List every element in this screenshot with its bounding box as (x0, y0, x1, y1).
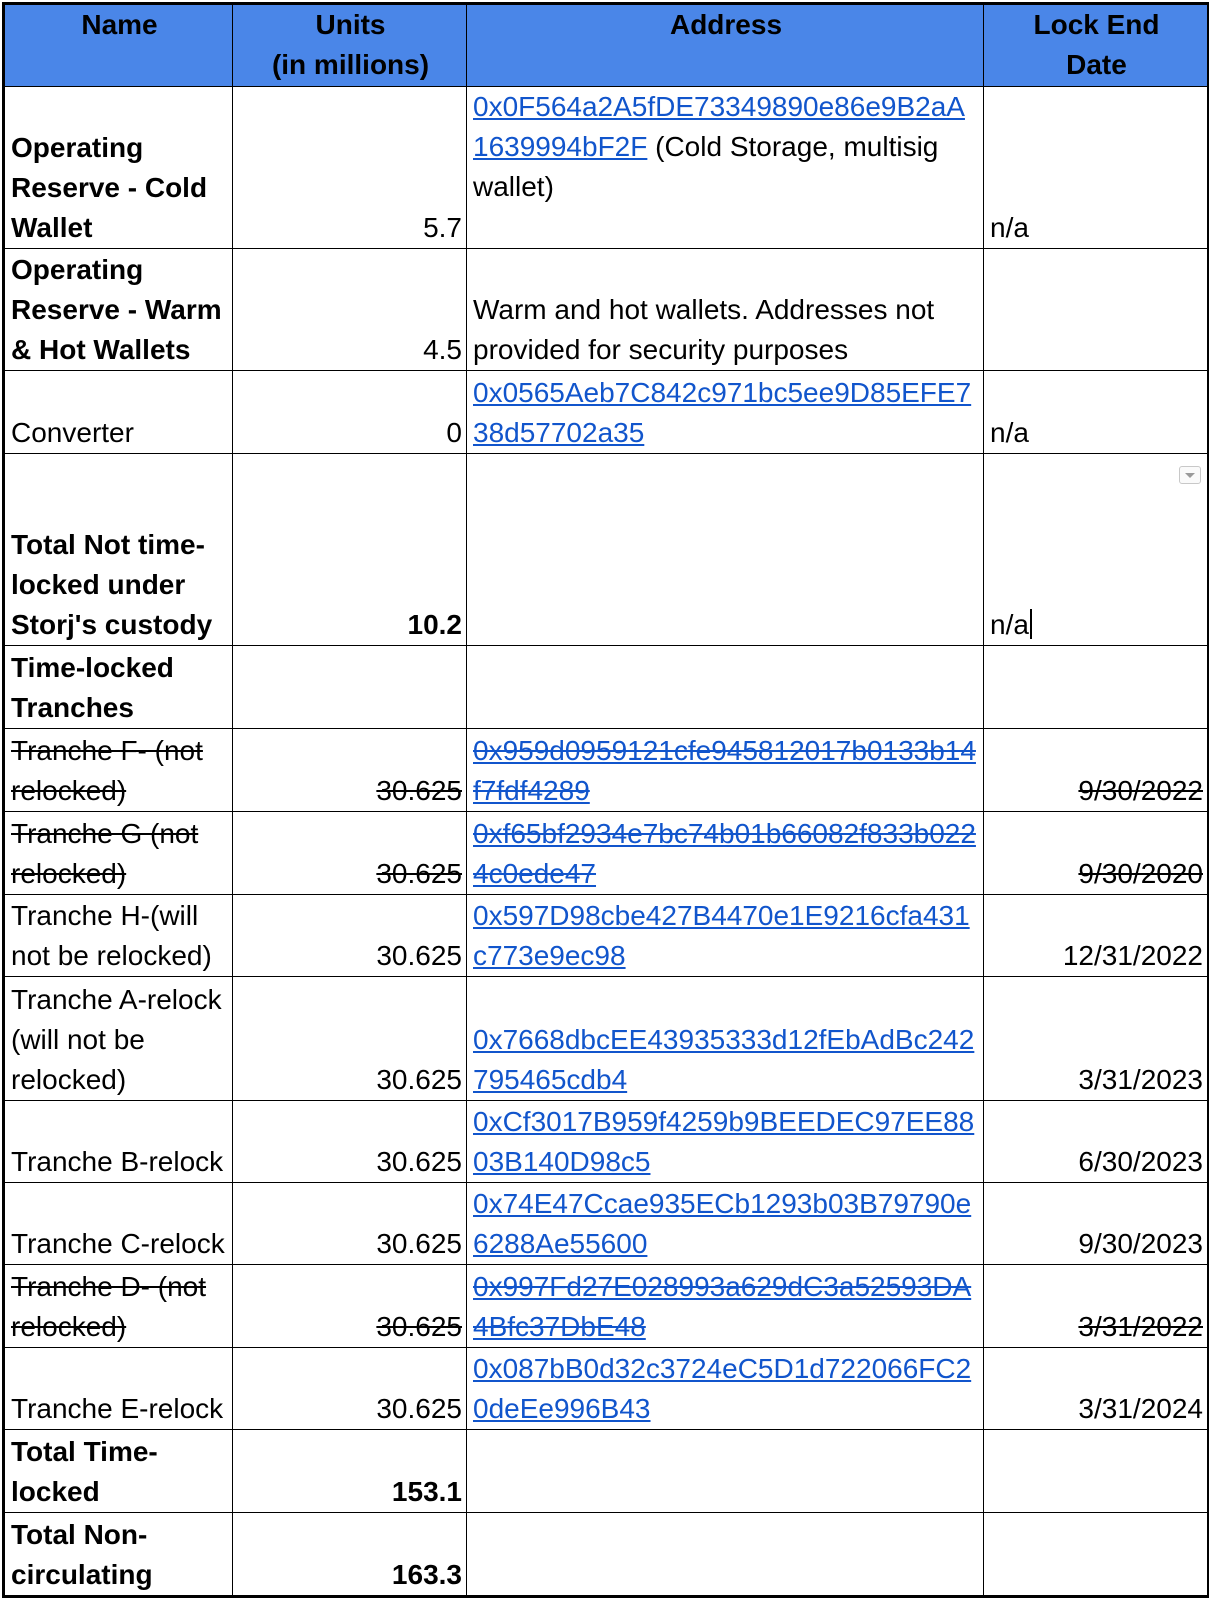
address-link[interactable]: 0x74E47Ccae935ECb1293b03B79790e6288Ae55600 (473, 1188, 972, 1260)
cell-address[interactable] (467, 1513, 984, 1596)
cell-name[interactable]: Operating Reserve - Warm & Hot Wallets (5, 248, 233, 370)
address-link[interactable]: 0xCf3017B959f4259b9BEEDEC97EE8803B140D98c5 (473, 1105, 975, 1177)
cell-lock-value: n/a (990, 608, 1029, 640)
cell-address[interactable] (467, 1100, 984, 1182)
table-row (5, 1182, 1208, 1265)
header-units[interactable]: Units (in millions) (233, 5, 467, 87)
address-link[interactable]: 0x0F564a2A5fDE73349890e86e9B2aA1639994bF2F (473, 91, 965, 162)
cell-lock-end-date[interactable]: n/a (984, 87, 1208, 249)
spreadsheet (2, 2, 1209, 1598)
address-link[interactable]: 0x0565Aeb7C842c971bc5ee9D85EFE738d57702a35 (473, 376, 972, 448)
cell-lock-end-date[interactable]: 3/31/2023 (984, 977, 1208, 1100)
header-row (5, 5, 1208, 87)
cell-name[interactable]: Tranche F- (not relocked) (5, 728, 233, 811)
cell-address[interactable] (467, 894, 984, 977)
table-row (5, 1265, 1208, 1348)
cell-address[interactable] (467, 453, 984, 645)
address-link[interactable]: 0x087bB0d32c3724eC5D1d722066FC20deEe996B43 (473, 1353, 972, 1425)
address-link[interactable]: 0x7668dbcEE43935333d12fEbAdBc242795465cdb4 (473, 1023, 975, 1095)
table-row (5, 87, 1208, 249)
cell-lock-end-date[interactable]: 3/31/2022 (984, 1265, 1208, 1348)
cell-name[interactable]: Tranche B-relock (5, 1100, 233, 1182)
cell-lock-end-date[interactable] (984, 1430, 1208, 1513)
cell-units[interactable]: 30.625 (233, 1100, 467, 1182)
address-note: (Cold Storage, multisig wallet) (473, 131, 939, 202)
cell-address[interactable] (467, 728, 984, 811)
cell-units[interactable] (233, 645, 467, 728)
cell-name[interactable]: Tranche H-(will not be relocked) (5, 894, 233, 977)
cell-units[interactable]: 4.5 (233, 248, 467, 370)
cell-lock-end-date[interactable]: 9/30/2022 (984, 728, 1208, 811)
cell-address[interactable] (467, 977, 984, 1100)
cell-lock-end-date[interactable]: 9/30/2020 (984, 811, 1208, 894)
cell-name[interactable]: Total Not time-locked under Storj's custody (5, 453, 233, 645)
cell-address[interactable]: Warm and hot wallets. Addresses not provided for security purposes (467, 248, 984, 370)
cell-units[interactable]: 5.7 (233, 87, 467, 249)
cell-units[interactable]: 30.625 (233, 1265, 467, 1348)
cell-lock-end-date[interactable]: 9/30/2023 (984, 1182, 1208, 1265)
address-link[interactable]: 0xf65bf2934e7bc74b01b66082f833b0224c0ede47 (473, 817, 976, 889)
cell-name[interactable]: Tranche A-relock (will not be relocked) (5, 977, 233, 1100)
cell-lock-end-date[interactable]: 12/31/2022 (984, 894, 1208, 977)
text-cursor-icon (1030, 609, 1032, 639)
dropdown-arrow-icon[interactable] (1179, 466, 1201, 484)
cell-units[interactable]: 163.3 (233, 1513, 467, 1596)
table-row (5, 1430, 1208, 1513)
cell-address[interactable] (467, 645, 984, 728)
cell-units[interactable]: 10.2 (233, 453, 467, 645)
cell-address[interactable] (467, 1348, 984, 1430)
cell-units[interactable]: 0 (233, 370, 467, 453)
cell-address[interactable] (467, 1265, 984, 1348)
cell-name[interactable]: Converter (5, 370, 233, 453)
cell-name[interactable]: Tranche E-relock (5, 1348, 233, 1430)
cell-address[interactable] (467, 1182, 984, 1265)
address-link[interactable]: 0x959d0959121cfe945812017b0133b14f7fdf4289 (473, 734, 976, 806)
table-row (5, 248, 1208, 370)
table-row (5, 811, 1208, 894)
cell-address[interactable] (467, 811, 984, 894)
header-lock-end-date[interactable]: Lock End Date (984, 5, 1208, 87)
header-address[interactable]: Address (467, 5, 984, 87)
token-table (4, 4, 1208, 1596)
cell-address[interactable] (467, 370, 984, 453)
cell-units[interactable]: 30.625 (233, 894, 467, 977)
cell-address[interactable] (467, 87, 984, 249)
cell-units[interactable]: 153.1 (233, 1430, 467, 1513)
table-row (5, 1100, 1208, 1182)
address-link[interactable]: 0x997Fd27E028993a629dC3a52593DA4Bfc37DbE48 (473, 1271, 972, 1343)
table-row (5, 977, 1208, 1100)
cell-name[interactable]: Tranche G (not relocked) (5, 811, 233, 894)
table-row (5, 894, 1208, 977)
table-row (5, 728, 1208, 811)
cell-units[interactable]: 30.625 (233, 811, 467, 894)
cell-lock-end-date[interactable] (984, 645, 1208, 728)
table-row (5, 453, 1208, 645)
cell-units[interactable]: 30.625 (233, 977, 467, 1100)
table-row (5, 370, 1208, 453)
cell-units[interactable]: 30.625 (233, 1182, 467, 1265)
table-row (5, 1348, 1208, 1430)
cell-name[interactable]: Total Non-circulating (5, 1513, 233, 1596)
cell-lock-end-date[interactable]: n/a (984, 370, 1208, 453)
cell-lock-end-date-active[interactable] (984, 453, 1208, 645)
address-link[interactable]: 0x597D98cbe427B4470e1E9216cfa431c773e9ec98 (473, 900, 970, 972)
cell-lock-end-date[interactable] (984, 248, 1208, 370)
cell-name[interactable]: Tranche D- (not relocked) (5, 1265, 233, 1348)
cell-lock-end-date[interactable]: 6/30/2023 (984, 1100, 1208, 1182)
cell-units[interactable]: 30.625 (233, 728, 467, 811)
cell-name[interactable]: Total Time-locked (5, 1430, 233, 1513)
cell-name[interactable]: Tranche C-relock (5, 1182, 233, 1265)
header-name[interactable]: Name (5, 5, 233, 87)
section-row (5, 645, 1208, 728)
table-row (5, 1513, 1208, 1596)
cell-lock-end-date[interactable]: 3/31/2024 (984, 1348, 1208, 1430)
cell-address[interactable] (467, 1430, 984, 1513)
cell-units[interactable]: 30.625 (233, 1348, 467, 1430)
cell-name[interactable]: Time-locked Tranches (5, 645, 233, 728)
cell-name[interactable]: Operating Reserve - Cold Wallet (5, 87, 233, 249)
cell-lock-end-date[interactable] (984, 1513, 1208, 1596)
